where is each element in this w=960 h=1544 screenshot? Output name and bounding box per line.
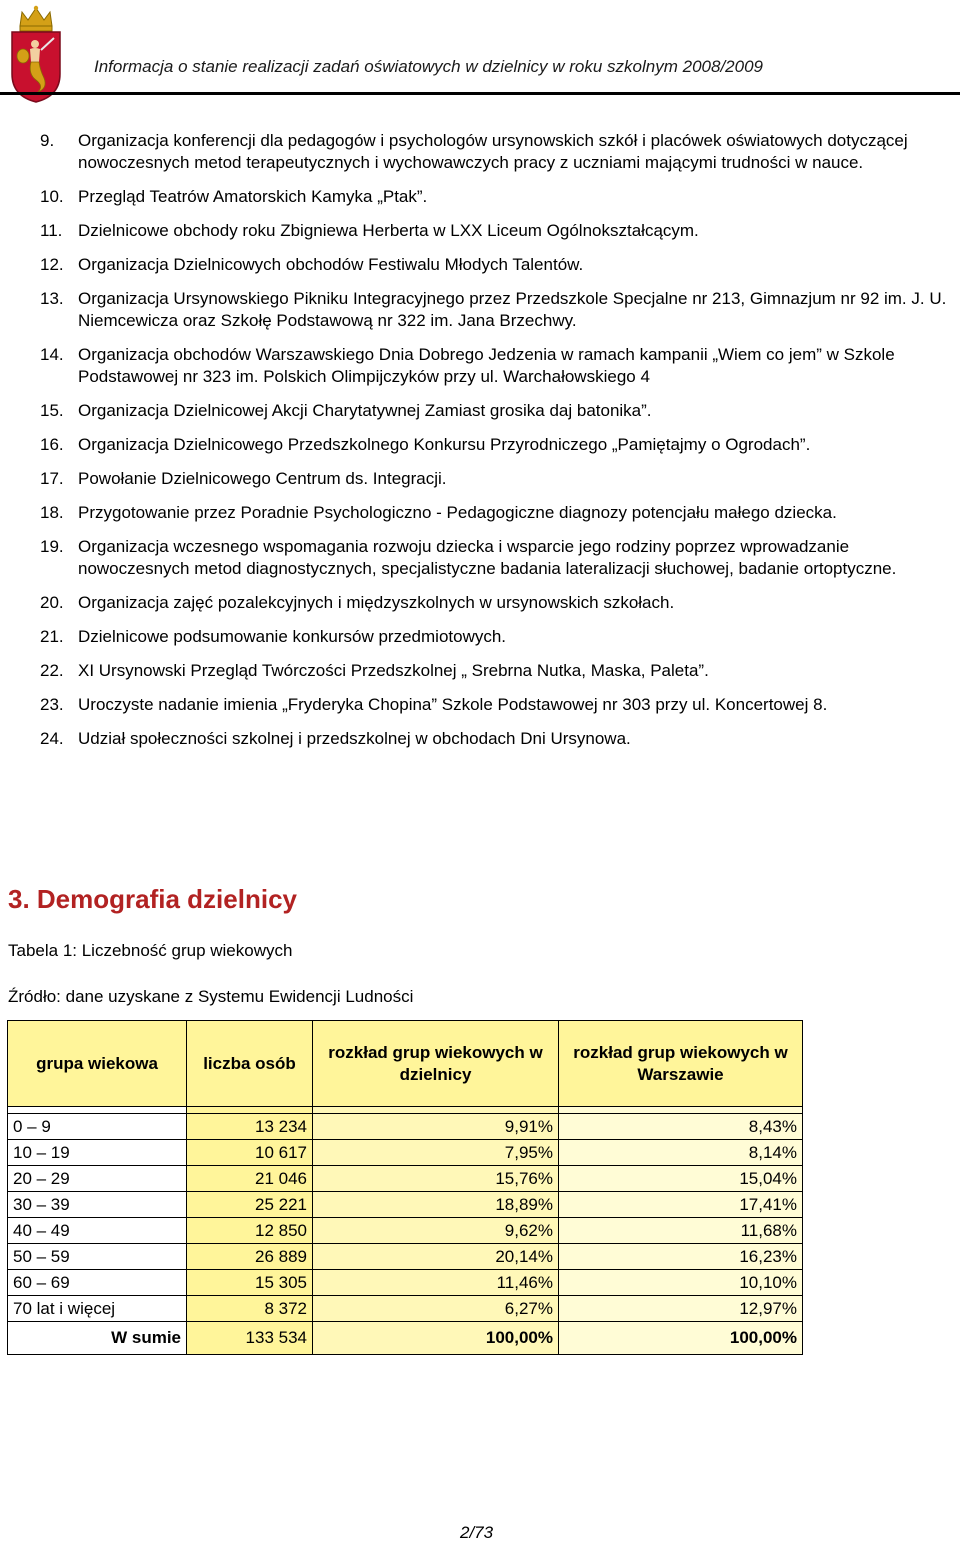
list-item-text: Organizacja Ursynowskiego Pikniku Integracyjnego przez Przedszkole Specjalne nr 213, Gimnazjum nr 92 im. J. U. Niemcewicza oraz Szkołę Podstawową nr 322 im. Jana Brzechwy.: [78, 289, 947, 330]
cell-total-district: 100,00%: [313, 1322, 559, 1355]
cell-count: 25 221: [187, 1192, 313, 1218]
cell-district-share: 9,91%: [313, 1114, 559, 1140]
list-item-number: 17.: [40, 469, 64, 488]
list-item-number: 13.: [40, 289, 64, 308]
column-header: rozkład grup wiekowych w dzielnicy: [313, 1021, 559, 1107]
list-item: [40, 434, 955, 456]
header-rule: [0, 92, 960, 95]
list-item: [40, 660, 955, 682]
list-item: [40, 694, 955, 716]
cell-total-label: W sumie: [8, 1322, 187, 1355]
list-item-number: 24.: [40, 729, 64, 748]
list-item: [40, 592, 955, 614]
cell-warsaw-share: 10,10%: [559, 1270, 803, 1296]
activities-list: [40, 130, 955, 762]
list-item-text: Uroczyste nadanie imienia „Fryderyka Chopina” Szkole Podstawowej nr 303 przy ul. Koncertowej 8.: [78, 695, 828, 714]
cell-warsaw-share: 12,97%: [559, 1296, 803, 1322]
column-header: rozkład grup wiekowych w Warszawie: [559, 1021, 803, 1107]
list-item: [40, 186, 955, 208]
list-item: [40, 130, 955, 174]
cell-district-share: 6,27%: [313, 1296, 559, 1322]
list-item-number: 18.: [40, 503, 64, 522]
cell-age-group: 0 – 9: [8, 1114, 187, 1140]
list-item-text: Dzielnicowe podsumowanie konkursów przedmiotowych.: [78, 627, 507, 646]
table-row: [8, 1218, 803, 1244]
list-item-number: 20.: [40, 593, 64, 612]
cell-total-warsaw: 100,00%: [559, 1322, 803, 1355]
list-item-text: Przygotowanie przez Poradnie Psychologiczno - Pedagogiczne diagnozy potencjału małego dziecka.: [78, 503, 837, 522]
column-header: liczba osób: [187, 1021, 313, 1107]
list-item-text: XI Ursynowski Przegląd Twórczości Przedszkolnej „ Srebrna Nutka, Maska, Paleta”.: [78, 661, 709, 680]
cell-count: 15 305: [187, 1270, 313, 1296]
list-item-text: Organizacja wczesnego wspomagania rozwoju dziecka i wsparcie jego rodziny poprzez wprowadzanie nowoczesnych metod diagnostycznych, specjalistyczne badania lateralizacji słuchowej, badanie ortoptyczne.: [78, 537, 897, 578]
cell-age-group: 60 – 69: [8, 1270, 187, 1296]
cell-warsaw-share: 8,43%: [559, 1114, 803, 1140]
cell-total-count: 133 534: [187, 1322, 313, 1355]
cell-age-group: 70 lat i więcej: [8, 1296, 187, 1322]
list-item: [40, 502, 955, 524]
cell-count: 10 617: [187, 1140, 313, 1166]
list-item-number: 14.: [40, 345, 64, 364]
table-total-row: [8, 1322, 803, 1355]
list-item: [40, 728, 955, 750]
column-header: grupa wiekowa: [8, 1021, 187, 1107]
cell-age-group: 30 – 39: [8, 1192, 187, 1218]
list-item-number: 19.: [40, 537, 64, 556]
cell-warsaw-share: 15,04%: [559, 1166, 803, 1192]
list-item-text: Przegląd Teatrów Amatorskich Kamyka „Ptak”.: [78, 187, 428, 206]
list-item: [40, 626, 955, 648]
list-item-text: Organizacja zajęć pozalekcyjnych i międzyszkolnych w ursynowskich szkołach.: [78, 593, 675, 612]
table-spacer-row: [8, 1107, 803, 1114]
warsaw-coat-of-arms-icon: [8, 4, 64, 104]
table-row: [8, 1166, 803, 1192]
list-item-number: 23.: [40, 695, 64, 714]
data-source-note: Źródło: dane uzyskane z Systemu Ewidencji Ludności: [8, 987, 414, 1006]
cell-warsaw-share: 16,23%: [559, 1244, 803, 1270]
list-item-text: Organizacja Dzielnicowej Akcji Charytatywnej Zamiast grosika daj batonika”.: [78, 401, 652, 420]
table-row: [8, 1270, 803, 1296]
list-item-number: 15.: [40, 401, 64, 420]
document-header-title: Informacja o stanie realizacji zadań oświatowych w dzielnicy w roku szkolnym 2008/2009: [94, 57, 763, 76]
table-row: [8, 1140, 803, 1166]
table-row: [8, 1114, 803, 1140]
table-row: [8, 1296, 803, 1322]
list-item-number: 22.: [40, 661, 64, 680]
table-row: [8, 1192, 803, 1218]
list-item-text: Organizacja Dzielnicowych obchodów Festiwalu Młodych Talentów.: [78, 255, 584, 274]
cell-district-share: 18,89%: [313, 1192, 559, 1218]
list-item-number: 9.: [40, 131, 55, 150]
page-number: 2/73: [460, 1523, 494, 1542]
list-item: [40, 288, 955, 332]
list-item-text: Dzielnicowe obchody roku Zbigniewa Herberta w LXX Liceum Ogólnokształcącym.: [78, 221, 699, 240]
list-item: [40, 468, 955, 490]
table-header-row: [8, 1021, 803, 1107]
list-item: [40, 344, 955, 388]
list-item-number: 12.: [40, 255, 64, 274]
cell-warsaw-share: 11,68%: [559, 1218, 803, 1244]
cell-count: 21 046: [187, 1166, 313, 1192]
cell-warsaw-share: 17,41%: [559, 1192, 803, 1218]
cell-count: 8 372: [187, 1296, 313, 1322]
list-item: [40, 400, 955, 422]
cell-district-share: 20,14%: [313, 1244, 559, 1270]
cell-age-group: 40 – 49: [8, 1218, 187, 1244]
list-item-number: 16.: [40, 435, 64, 454]
cell-age-group: 20 – 29: [8, 1166, 187, 1192]
table-caption: Tabela 1: Liczebność grup wiekowych: [8, 941, 293, 960]
list-item: [40, 536, 955, 580]
cell-district-share: 7,95%: [313, 1140, 559, 1166]
list-item-number: 10.: [40, 187, 64, 206]
list-item-text: Udział społeczności szkolnej i przedszkolnej w obchodach Dni Ursynowa.: [78, 729, 631, 748]
cell-count: 26 889: [187, 1244, 313, 1270]
page-header: [0, 0, 960, 110]
cell-district-share: 15,76%: [313, 1166, 559, 1192]
list-item-text: Organizacja obchodów Warszawskiego Dnia Dobrego Jedzenia w ramach kampanii „Wiem co jem” w Szkole Podstawowej nr 323 im. Polskich Olimpijczyków przy ul. Warchałowskiego 4: [78, 345, 895, 386]
cell-count: 12 850: [187, 1218, 313, 1244]
section-heading: 3. Demografia dzielnicy: [8, 884, 297, 914]
cell-district-share: 9,62%: [313, 1218, 559, 1244]
cell-district-share: 11,46%: [313, 1270, 559, 1296]
age-groups-table: [7, 1020, 803, 1355]
list-item-number: 11.: [40, 221, 63, 240]
list-item-text: Organizacja konferencji dla pedagogów i psychologów ursynowskich szkół i placówek oświatowych dotyczącej nowoczesnych metod terapeutycznych i wychowawczych pracy z uczniami mającymi trudności w nauce.: [78, 131, 908, 172]
cell-age-group: 10 – 19: [8, 1140, 187, 1166]
list-item-text: Organizacja Dzielnicowego Przedszkolnego Konkursu Przyrodniczego „Pamiętajmy o Ogrodach”.: [78, 435, 811, 454]
table-row: [8, 1244, 803, 1270]
cell-count: 13 234: [187, 1114, 313, 1140]
cell-age-group: 50 – 59: [8, 1244, 187, 1270]
list-item-text: Powołanie Dzielnicowego Centrum ds. Integracji.: [78, 469, 447, 488]
list-item-number: 21.: [40, 627, 64, 646]
list-item: [40, 220, 955, 242]
cell-warsaw-share: 8,14%: [559, 1140, 803, 1166]
list-item: [40, 254, 955, 276]
